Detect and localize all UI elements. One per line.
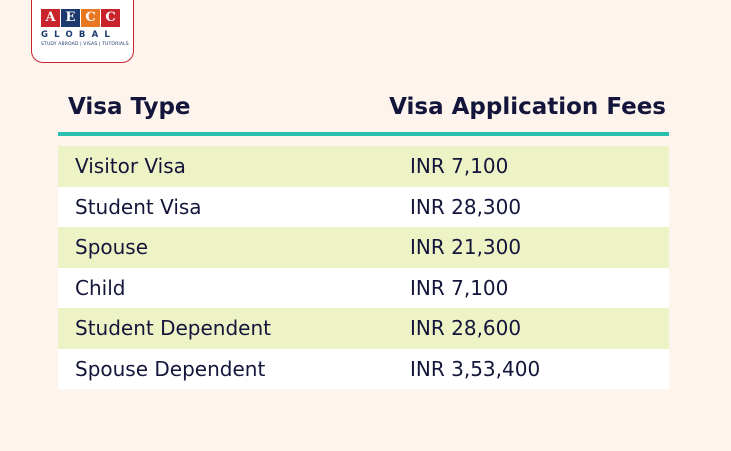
table-row <box>58 268 669 309</box>
table-row <box>58 349 669 390</box>
aecc-global-logo <box>31 0 134 63</box>
table-row <box>58 227 669 268</box>
logo-letter-c: C <box>81 9 100 27</box>
visa-type-cell: Child <box>75 275 126 300</box>
logo-letter-a: A <box>41 9 60 27</box>
fee-cell: INR 3,53,400 <box>410 356 541 381</box>
fee-cell: INR 28,600 <box>410 316 522 340</box>
header-visa-type: Visa Type <box>68 94 191 120</box>
fee-cell: INR 28,300 <box>410 194 522 219</box>
logo-wordmark: GLOBAL <box>41 30 116 40</box>
fee-cell: INR 7,100 <box>410 154 509 178</box>
visa-type-cell: Visitor Visa <box>75 154 186 178</box>
table-row <box>58 146 669 187</box>
table-row <box>58 308 669 349</box>
visa-type-cell: Spouse <box>75 235 149 259</box>
table-body <box>58 146 669 389</box>
logo-letter-e: E <box>61 9 80 27</box>
visa-type-cell: Student Visa <box>75 194 202 219</box>
table-row <box>58 187 669 228</box>
visa-fees-table <box>58 86 669 389</box>
table-header <box>58 86 669 136</box>
logo-tagline: STUDY ABROAD | VISAS | TUTORIALS <box>41 42 129 47</box>
header-application-fees: Visa Application Fees <box>389 94 666 120</box>
fee-cell: INR 21,300 <box>410 235 522 259</box>
visa-type-cell: Student Dependent <box>75 316 271 340</box>
logo-letters <box>41 9 120 27</box>
logo-letter-c2: C <box>101 9 120 27</box>
visa-type-cell: Spouse Dependent <box>75 356 266 381</box>
fee-cell: INR 7,100 <box>410 275 509 300</box>
